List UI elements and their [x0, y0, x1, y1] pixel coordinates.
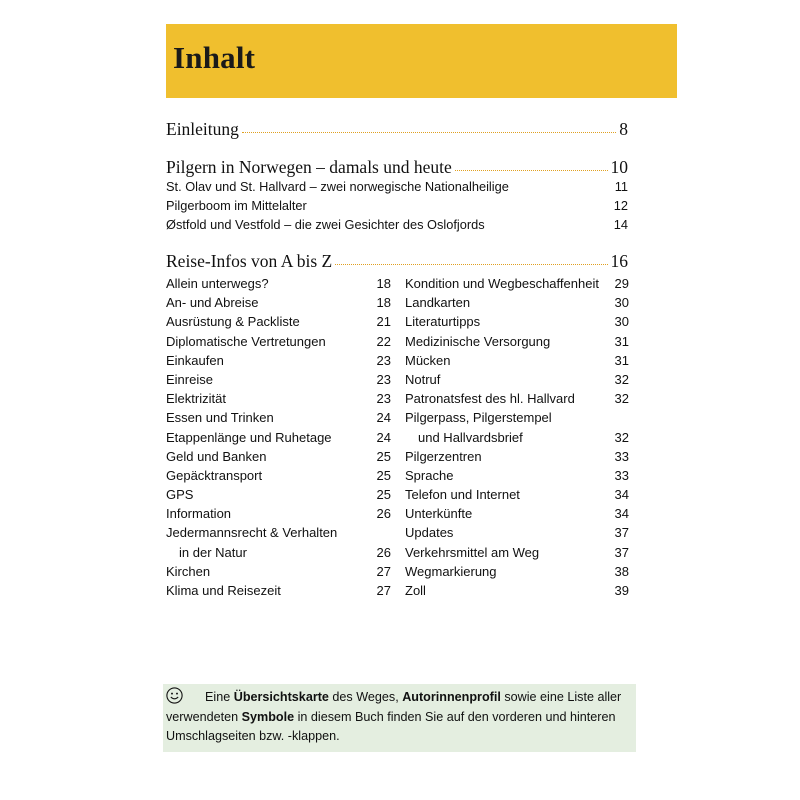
reise-infos-right-column	[405, 274, 629, 600]
entry-page: 27	[376, 583, 391, 598]
toc-entry[interactable]	[166, 389, 391, 408]
entry-title: Literaturtipps	[405, 314, 481, 330]
entry-page: 39	[614, 583, 629, 598]
dot-leader	[455, 170, 608, 171]
entry-title: Gepäcktransport	[166, 467, 263, 483]
entry-page: 24	[376, 429, 391, 445]
entry-page: 29	[614, 276, 629, 291]
toc-entry[interactable]	[405, 370, 629, 389]
toc-entry[interactable]	[405, 504, 629, 523]
entry-page: 33	[614, 467, 629, 483]
entry-title: Sprache	[405, 467, 454, 483]
entry-page: 32	[614, 429, 629, 445]
dot-leader	[242, 132, 616, 133]
entry-page: 23	[376, 391, 391, 407]
info-bold-author-profile: Autorinnenprofil	[402, 690, 501, 704]
entry-page: 33	[614, 448, 629, 464]
info-box	[163, 684, 636, 752]
entry-page: 30	[614, 295, 629, 311]
toc-section-reise-infos[interactable]	[166, 250, 628, 272]
entry-page: 11	[614, 179, 628, 194]
entry-title: Einkaufen	[166, 352, 224, 368]
toc-entry[interactable]	[405, 581, 629, 600]
entry-page: 25	[376, 487, 391, 503]
entry-page: 34	[614, 487, 629, 503]
toc-entry[interactable]	[166, 562, 391, 581]
section-page: 10	[610, 157, 628, 177]
entry-page: 21	[376, 314, 391, 330]
toc-entry[interactable]	[166, 196, 628, 215]
toc-entry[interactable]	[405, 312, 629, 331]
entry-title: und Hallvardsbrief	[418, 429, 523, 445]
toc-entry[interactable]	[166, 293, 391, 312]
toc-entry[interactable]	[166, 177, 628, 196]
entry-page: 27	[376, 563, 391, 579]
toc-entry[interactable]	[166, 428, 391, 447]
entry-title: Telefon und Internet	[405, 487, 520, 503]
toc-entry[interactable]	[405, 523, 629, 542]
toc-entry[interactable]	[405, 351, 629, 370]
entry-title: Unterkünfte	[405, 506, 473, 522]
toc-entry[interactable]	[405, 543, 629, 562]
section-title: Reise-Infos von A bis Z	[166, 251, 333, 271]
entry-title: Diplomatische Vertretungen	[166, 333, 326, 349]
entry-title: Pilgerboom im Mittelalter	[166, 198, 307, 213]
toc-entry[interactable]	[166, 274, 391, 293]
entry-title: Essen und Trinken	[166, 410, 274, 426]
entry-page: 34	[614, 506, 629, 522]
entry-title: Pilgerzentren	[405, 448, 482, 464]
toc-entry[interactable]	[405, 274, 629, 293]
toc-entry[interactable]	[166, 370, 391, 389]
entry-title: Etappenlänge und Ruhetage	[166, 429, 332, 445]
entry-title: Allein unterwegs?	[166, 276, 269, 291]
toc-entry[interactable]	[405, 466, 629, 485]
entry-title: Elektrizität	[166, 391, 226, 407]
toc-entry[interactable]	[405, 485, 629, 504]
entry-title: Kondition und Wegbeschaffenheit	[405, 276, 599, 291]
section-title: Einleitung	[166, 119, 239, 139]
info-text: in diesem Buch finden Sie auf den vorderen und hinteren Umschlagseiten bzw. -klappen.	[166, 709, 616, 743]
entry-title: Patronatsfest des hl. Hallvard	[405, 391, 575, 407]
entry-page: 37	[614, 525, 629, 541]
entry-page: 23	[376, 371, 391, 387]
entry-page: 30	[614, 314, 629, 330]
toc-section-einleitung[interactable]	[166, 118, 628, 140]
entry-page: 31	[614, 333, 629, 349]
entry-page: 23	[376, 352, 391, 368]
entry-title: Verkehrsmittel am Weg	[405, 544, 540, 560]
toc-entry[interactable]	[166, 523, 391, 542]
section-page: 8	[619, 119, 628, 139]
toc-section-pilgern[interactable]	[166, 156, 628, 178]
entry-page: 22	[376, 333, 391, 349]
toc-entry-continued[interactable]	[405, 428, 629, 447]
entry-page: 25	[376, 467, 391, 483]
entry-title: Geld und Banken	[166, 448, 267, 464]
entry-page: 26	[376, 506, 391, 522]
entry-title: Klima und Reisezeit	[166, 583, 281, 598]
dot-leader	[335, 264, 607, 265]
toc-entry[interactable]	[405, 562, 629, 581]
section-page: 16	[610, 251, 628, 271]
entry-page: 25	[376, 448, 391, 464]
section-title: Pilgern in Norwegen – damals und heute	[166, 157, 452, 177]
entry-page: 38	[614, 563, 629, 579]
entry-title: Notruf	[405, 371, 441, 387]
reise-infos-left-column	[166, 274, 391, 600]
entry-title: Wegmarkierung	[405, 563, 497, 579]
toc-entry[interactable]	[166, 581, 391, 600]
entry-title: Einreise	[166, 371, 213, 387]
toc-entry[interactable]	[166, 504, 391, 523]
entry-title: Jedermannsrecht & Verhalten	[166, 525, 338, 541]
info-text: des Weges,	[328, 690, 403, 704]
toc-entry[interactable]	[166, 215, 628, 234]
title-banner	[166, 24, 677, 98]
toc-entry[interactable]	[405, 389, 629, 408]
entry-title: Mücken	[405, 352, 451, 368]
toc-entry[interactable]	[405, 408, 629, 427]
toc-entry[interactable]	[166, 312, 391, 331]
toc-entry[interactable]	[166, 485, 391, 504]
toc-entry[interactable]	[166, 408, 391, 427]
entry-title: in der Natur	[179, 544, 247, 560]
smiley-icon	[166, 687, 183, 704]
entry-page: 37	[614, 544, 629, 560]
entry-page: 26	[376, 544, 391, 560]
entry-page: 18	[376, 276, 391, 291]
toc-entry-continued[interactable]	[166, 543, 391, 562]
entry-title: Ausrüstung & Packliste	[166, 314, 300, 330]
info-bold-symbols: Symbole	[241, 709, 295, 724]
entry-page: 32	[614, 391, 629, 407]
entry-title: Information	[166, 506, 232, 522]
info-text: Eine	[205, 690, 234, 704]
entry-page: 14	[613, 217, 628, 232]
entry-title: Pilgerpass, Pilgerstempel	[405, 410, 552, 426]
toc-entry[interactable]	[166, 466, 391, 485]
entry-title: GPS	[166, 487, 194, 503]
entry-title: Landkarten	[405, 295, 471, 311]
info-bold-overview-map: Übersichtskarte	[233, 690, 329, 704]
entry-page: 12	[613, 198, 628, 213]
entry-title: Kirchen	[166, 563, 211, 579]
toc-entry[interactable]	[166, 351, 391, 370]
page-title: Inhalt	[173, 40, 256, 75]
entry-title: An- und Abreise	[166, 295, 259, 311]
entry-page: 32	[614, 371, 629, 387]
entry-page: 24	[376, 410, 391, 426]
toc-entry[interactable]	[405, 447, 629, 466]
entry-title: Medizinische Versorgung	[405, 333, 551, 349]
toc-entry[interactable]	[405, 293, 629, 312]
toc-entry[interactable]	[166, 332, 391, 351]
entry-title: St. Olav und St. Hallvard – zwei norwegische Nationalheilige	[166, 179, 509, 194]
entry-title: Updates	[405, 525, 454, 541]
entry-page: 18	[376, 295, 391, 311]
info-text: sowie eine Liste aller verwendeten	[166, 690, 622, 724]
entry-title: Østfold und Vestfold – die zwei Gesichter des Oslofjords	[166, 217, 485, 232]
toc-entry[interactable]	[405, 332, 629, 351]
toc-entry[interactable]	[166, 447, 391, 466]
entry-page: 31	[614, 352, 629, 368]
entry-title: Zoll	[405, 583, 426, 598]
